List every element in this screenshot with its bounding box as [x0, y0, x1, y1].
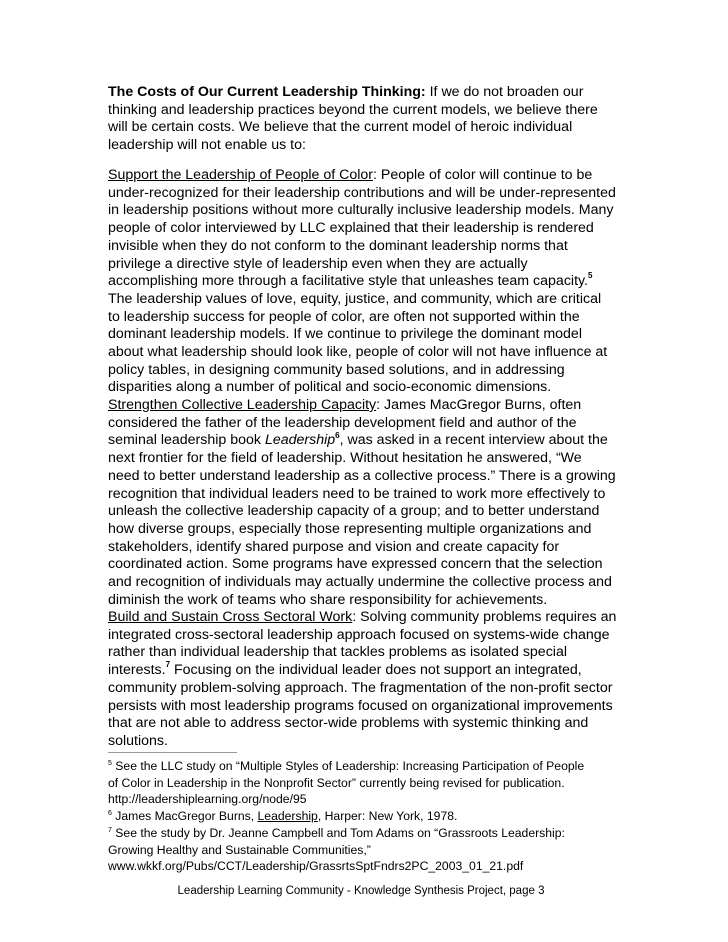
- paragraph-line: about what leadership should look like, people of color will not have influence at: [108, 344, 608, 361]
- footnote-mark-5: 5: [108, 759, 112, 767]
- collective-capacity-paragraph: [108, 397, 624, 609]
- paragraph-line: : James MacGregor Burns, often: [376, 397, 582, 413]
- paragraph-line: integrated cross-sectoral leadership approach focused on systems-wide change: [108, 626, 610, 643]
- footer-text: Leadership Learning Community - Knowledge Synthesis Project, page 3: [177, 885, 545, 897]
- cross-sectoral-heading: Build and Sustain Cross Sectoral Work: [108, 609, 353, 625]
- cross-sectoral-paragraph: [108, 609, 624, 751]
- paragraph-line: to leadership success for people of color, are often not supported within the: [108, 308, 580, 325]
- footnote-ref-7: 7: [165, 660, 171, 670]
- collective-capacity-heading: Strengthen Collective Leadership Capacity: [108, 397, 377, 413]
- footnote-6-book-title: Leadership: [257, 809, 318, 824]
- paragraph-line: policy tables, in designing community based solutions, and in addressing: [108, 361, 565, 378]
- paragraph-line: diminish the work of teams who share responsibility for achievements.: [108, 591, 548, 608]
- footnote-mark-7: 7: [108, 826, 112, 834]
- footnote-7-text: Growing Healthy and Sustainable Communities,”: [108, 842, 371, 857]
- paragraph-line: stakeholders, identify shared purpose and vision and create capacity for: [108, 538, 560, 555]
- paragraph-line: under-recognized for their leadership contributions and will be under-represented: [108, 184, 616, 201]
- footnote-7-text: See the study by Dr. Jeanne Campbell and Tom Adams on “Grassroots Leadership:: [111, 825, 565, 840]
- intro-line: will be certain costs. We believe that the current model of heroic individual: [108, 119, 573, 136]
- section-title: The Costs of Our Current Leadership Thinking:: [108, 84, 426, 100]
- paragraph-line: seminal leadership book: [108, 432, 265, 449]
- people-of-color-heading: Support the Leadership of People of Color: [108, 167, 374, 183]
- paragraph-line: : People of color will continue to be: [373, 167, 593, 183]
- paragraph-line: dominant leadership models. If we continue to privilege the dominant model: [108, 326, 582, 343]
- paragraph-line: rather than individual leadership that tackles problems as isolated special: [108, 644, 567, 661]
- paragraph-line: solutions.: [108, 732, 168, 749]
- intro-line: leadership will not enable us to:: [108, 137, 306, 154]
- footnote-7-url[interactable]: www.wkkf.org/Pubs/CCT/Leadership/GrassrtsSptFndrs2PC_2003_01_21.pdf: [108, 859, 524, 874]
- paragraph-line: people of color interviewed by LLC explained that their leadership is rendered: [108, 220, 594, 237]
- book-title: Leadership: [264, 432, 336, 449]
- paragraph-line: unleash the collective leadership capacity of a group; and to better understand: [108, 503, 600, 520]
- paragraph-line: recognition that individual leaders need to be trained to work more effectively to: [108, 485, 606, 502]
- paragraph-line: that are not able to address sector-wide problems with systemic thinking and: [108, 715, 589, 732]
- footnote-6-text: James MacGregor Burns,: [111, 809, 258, 824]
- paragraph-line: : Solving community problems requires an: [352, 609, 617, 625]
- page-footer: [0, 884, 728, 898]
- paragraph-line: community problem-solving approach. The fragmentation of the non-profit sector: [108, 679, 613, 696]
- intro-line: If we do not broaden our: [425, 84, 584, 100]
- paragraph-line: considered the father of the leadership development field and author of the: [108, 414, 577, 431]
- footnote-5-text: of Color in Leadership in the Nonprofit Sector” currently being revised for publication.: [108, 775, 565, 790]
- paragraph-line: in leadership positions without more culturally inclusive leadership models. Many: [108, 202, 614, 219]
- footnote-ref-6: 6: [335, 430, 340, 440]
- footnote-6-text: , Harper: New York, 1978.: [317, 809, 458, 824]
- footnote-ref-5: 5: [588, 271, 593, 281]
- paragraph-line: , was asked in a recent interview about the: [339, 432, 608, 449]
- footnotes: [108, 758, 628, 875]
- paragraph-line: Focusing on the individual leader does not support an integrated,: [170, 662, 582, 679]
- paragraph-line: and recognition of individuals may actually undermine the collective process and: [108, 574, 612, 591]
- paragraph-line: need to better understand leadership as a collective process.” There is a growing: [108, 467, 616, 484]
- intro-line: thinking and leadership practices beyond the current models, we believe there: [108, 101, 598, 118]
- paragraph-line: accomplishing more through a facilitative style that unleashes team capacity.: [108, 273, 588, 290]
- footnote-divider: [108, 752, 237, 753]
- paragraph-line: how diverse groups, especially those representing multiple organizations and: [108, 520, 592, 537]
- paragraph-line: invisible when they do not conform to the dominant leadership norms that: [108, 237, 568, 254]
- paragraph-line: coordinated action. Some programs have expressed concern that the selection: [108, 556, 603, 573]
- paragraph-line: persists with most leadership programs focused on organizational improvements: [108, 697, 613, 714]
- people-of-color-paragraph: [108, 167, 624, 397]
- paragraph-line: privilege a directive style of leadership even when they are actually: [108, 255, 528, 272]
- footnote-5-url[interactable]: http://leadershiplearning.org/node/95: [108, 792, 307, 807]
- paragraph-line: disparities along a number of political and socio-economic dimensions.: [108, 379, 552, 396]
- paragraph-line: interests.: [108, 662, 166, 679]
- paragraph-line: next frontier for the field of leadership. Without hesitation he answered, “We: [108, 450, 582, 467]
- footnote-mark-6: 6: [108, 810, 112, 818]
- paragraph-line: The leadership values of love, equity, justice, and community, which are critical: [108, 290, 602, 307]
- footnote-5-text: See the LLC study on “Multiple Styles of Leadership: Increasing Participation of People: [111, 759, 585, 773]
- intro-paragraph: [108, 84, 624, 155]
